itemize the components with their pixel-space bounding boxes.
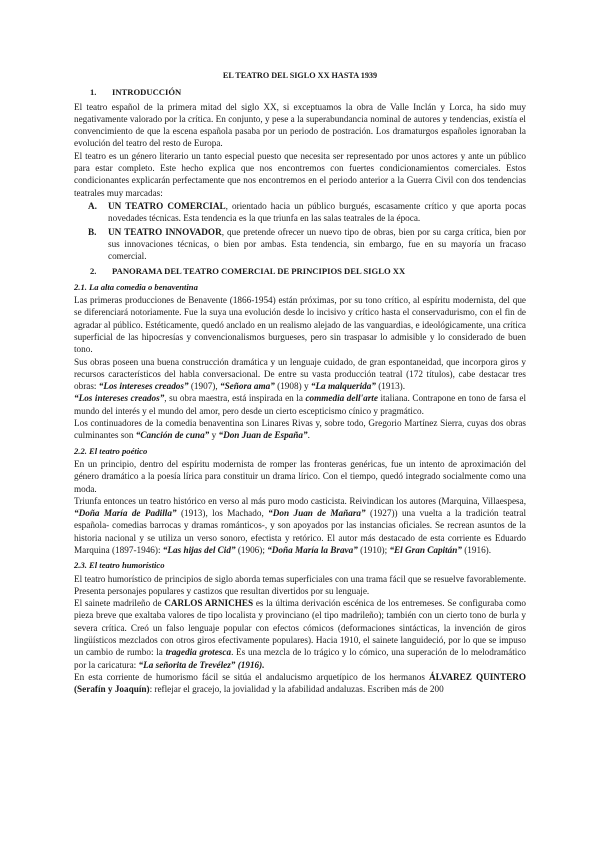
- work-title: “Don Juan de Mañara”: [268, 508, 366, 519]
- work-title: “Señora ama”: [219, 381, 275, 392]
- section-2-title: PANORAMA DEL TEATRO COMERCIAL DE PRINCIPIOS DEL SIGLO XX: [112, 266, 406, 277]
- work-title: “Los intereses creados”: [74, 393, 165, 404]
- section-1-title: INTRODUCCIÓN: [112, 87, 182, 98]
- subsection-2-3-paragraph-3: En esta corriente de humorismo fácil se sitúa el andalucismo arquetípico de los hermanos ÁLVAREZ QUINTERO (Serafín y Joaquín): reflejar el gracejo, la jovialidad y la afabilidad andaluzas. Escriben más de 200: [74, 671, 526, 695]
- subsection-2-2-paragraph-2: Triunfa entonces un teatro histórico en verso al más puro modo casticista. Reivindican los autores (Marquina, Villaespesa, “Doña María de Padilla” (1913), los Machado, “Don Juan de Mañara” (1927)) una vuelta a la tradición teatral española- comedias barrocas y dramas románticos-, y son apoyados por las instancias oficiales. Se recrean asuntos de la historia nacional y se utiliza un verso sonoro, efectista y retórico. El autor más destacado de esta corriente es Eduardo Marquina (1897-1946): “Las hijas del Cid” (1906); “Doña María la Brava” (1910); “El Gran Capitán” (1916).: [74, 495, 527, 555]
- work-title: “Los intereses creados”: [98, 381, 189, 392]
- subsection-2-3-heading: 2.3. El teatro humorístico: [74, 560, 165, 571]
- subsection-2-1-heading: 2.1. La alta comedia o benaventina: [74, 281, 198, 292]
- work-title: “Don Juan de España”: [218, 430, 308, 441]
- subsection-2-3-paragraph-2: El sainete madrileño de CARLOS ARNICHES es la última derivación escénica de los entremeses. Se configuraba como pieza breve que exaltaba valores de tipo localista y provinciano (el tipo madrileño); también con un cierto tono de burla y severa crítica. Creó un falso lenguaje popular con efectos cómicos (deformaciones sintácticas, la invención de giros lingüísticos mezclados con otros giros efectivamente populares). Hacia 1910, el sainete languideció, por lo que se impuso un cambio de rumbo: la tragedia grotesca. Es una mezcla de lo trágico y lo cómico, una superación de lo melodramático por la caricatura: “La señorita de Trevélez” (1916).: [74, 598, 526, 670]
- list-item-a-text: UN TEATRO COMERCIAL, orientado hacia un público burgués, escasamente crítico y que aporta pocas novedades técnicas. Esta tendencia es la que triunfa en las salas teatrales de la época.: [108, 200, 526, 224]
- document-title: EL TEATRO DEL SIGLO XX HASTA 1939: [222, 71, 378, 80]
- intro-paragraph-2: El teatro es un género literario un tanto especial puesto que necesita ser representado por unos actores y ante un público para estar completo. Este hecho explica que nos encontremos con fuertes condicionamientos comerciales. Estos condicionantes explicarán perfectamente que nos encontremos en el periodo anterior a la Guerra Civil con dos tendencias teatrales muy marcadas:: [74, 150, 526, 198]
- section-1-number: 1.: [90, 87, 97, 98]
- list-item-a-bold: UN TEATRO COMERCIAL: [108, 200, 226, 211]
- work-title: “La señorita de Trevélez” (1916).: [138, 659, 265, 670]
- work-title: “Canción de cuna”: [135, 430, 210, 441]
- author-name: ÁLVAREZ QUINTERO (Serafín y Joaquín): [74, 671, 526, 695]
- work-title: “La malquerida”: [310, 381, 376, 392]
- subsection-2-1-paragraph-1: Las primeras producciones de Benavente (1866-1954) están próximas, por su tono crítico, al espíritu modernista, del que se diferenciará notoriamente. Fue la suya una evolución desde lo incisivo y crítico hasta el conservadurismo, con el fin de agradar al público. Estéticamente, quedó anclado en un realismo alejado de las vanguardias, e ideológicamente, una crítica superficial de las hipocresías y convencionalismos burgueses, pero sin traspasar lo admisible y lo considerado de buen tono.: [74, 295, 526, 355]
- work-title: “Las hijas del Cid”: [162, 544, 236, 555]
- section-1-heading: [74, 86, 526, 98]
- subsection-2-1-paragraph-2: Sus obras poseen una buena construcción dramática y un lenguaje cuidado, de gran espontaneidad, que incorpora giros y recursos característicos del habla conversacional. De entre su vasta producción teatral (172 títulos), cabe destacar tres obras: “Los intereses creados” (1907), “Señora ama” (1908) y “La malquerida” (1913).: [74, 356, 526, 392]
- subsection-2-1-paragraph-3: “Los intereses creados”, su obra maestra, está inspirada en la commedia dell'arte italiana. Contrapone en tono de farsa el mundo del interés y el mundo del amor, pero desde un cierto escepticismo cínico y pragmático.: [74, 393, 526, 416]
- subsection-2-1-paragraph-4: Los continuadores de la comedia benaventina son Linares Rivas y, sobre todo, Gregorio Martínez Sierra, cuyas dos obras culminantes son “Canción de cuna” y “Don Juan de España”.: [74, 418, 526, 441]
- list-item-b-bold: UN TEATRO INNOVADOR: [108, 226, 222, 237]
- section-2-number: 2.: [90, 266, 97, 277]
- work-title: “Doña María la Brava”: [267, 544, 358, 555]
- section-2-heading: [74, 265, 526, 277]
- subsection-2-3-paragraph-1: El teatro humorístico de principios de siglo aborda temas superficiales con una trama fácil que se resuelve favorablemente. Presenta personajes populares y castizos que resultan divertidos por su lenguaje.: [74, 573, 526, 596]
- list-item-b-text: UN TEATRO INNOVADOR, que pretende ofrecer un nuevo tipo de obras, bien por su carga crítica, bien por sus innovaciones técnicas, o bien por ambas. Esta tendencia, sin embargo, fue en su mayoría un fracaso comercial.: [108, 226, 526, 262]
- list-item-b-letter: B.: [88, 226, 97, 237]
- document-body: [74, 70, 526, 696]
- list-item-b: [74, 226, 526, 263]
- subsection-2-2-paragraph-1: En un principio, dentro del espíritu modernista de romper las fronteras genéricas, fue un intento de aproximación del género dramático a la poesía lírica para constituir un drama lírico. Con el tiempo, quedó integrado socialmente como una moda.: [74, 458, 526, 494]
- intro-paragraph-1: El teatro español de la primera mitad del siglo XX, si exceptuamos la obra de Valle Inclán y Lorca, ha sido muy negativamente valorado por la crítica. En conjunto, y pese a la superabundancia nominal de autores y tendencias, existía el convencimiento de que la escena española pasaba por un periodo de postración. Los dramaturgos españoles ignoraban la evolución del teatro del resto de Europa.: [74, 101, 526, 149]
- author-name: CARLOS ARNICHES: [164, 598, 254, 609]
- work-title: “Doña María de Padilla”: [74, 508, 177, 519]
- list-item-a-letter: A.: [88, 200, 97, 211]
- work-title: “El Gran Capitán”: [389, 544, 462, 555]
- emphasis-term: commedia dell'arte: [305, 393, 378, 404]
- emphasis-term: tragedia grotesca: [165, 647, 232, 658]
- subsection-2-2-heading: 2.2. El teatro poético: [74, 445, 148, 456]
- list-item-a: [74, 200, 526, 225]
